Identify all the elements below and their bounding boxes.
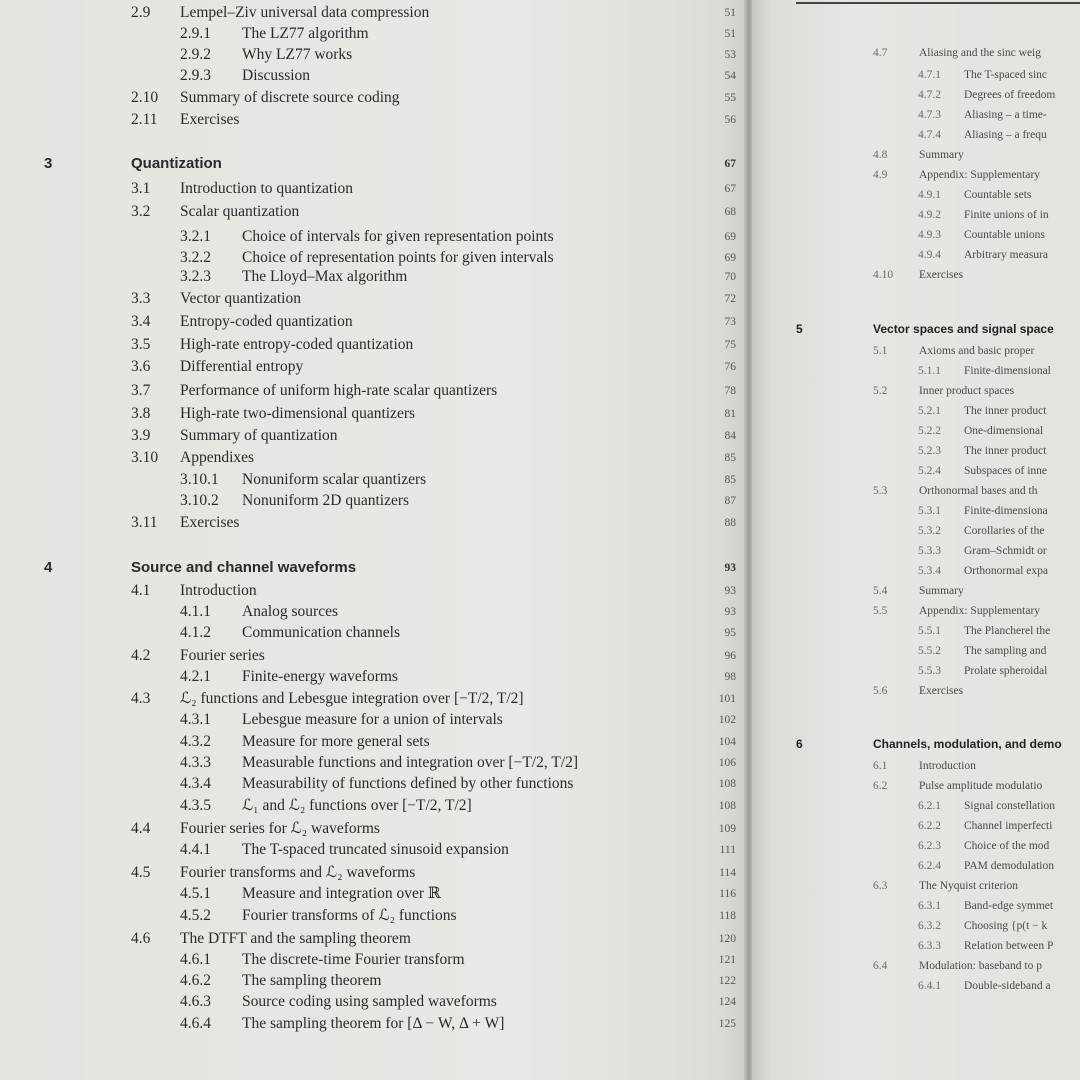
section-title: Finite-dimensiona — [964, 505, 1048, 517]
page-number: 84 — [724, 430, 736, 442]
section-title: ℒ₂ functions and Lebesgue integration over [−T/2, T/2] — [180, 690, 524, 707]
section-number: 4.3 — [131, 690, 151, 707]
section-title: Entropy-coded quantization — [180, 313, 353, 330]
section-number: 5.3 — [873, 485, 888, 497]
section-number: 4.3.3 — [180, 754, 211, 771]
section-title: The Lloyd–Max algorithm — [242, 268, 408, 285]
section-title: Introduction — [919, 760, 976, 772]
page-number: 114 — [719, 867, 736, 879]
page-number: 93 — [724, 562, 736, 574]
section-number: 2.10 — [131, 89, 159, 106]
section-title: Fourier series — [180, 647, 265, 664]
section-number: 3.10 — [131, 449, 159, 466]
section-title: Nonuniform scalar quantizers — [242, 471, 427, 488]
chapter-title: Vector spaces and signal space — [873, 322, 1054, 336]
section-title: Analog sources — [242, 603, 338, 620]
page-number: 69 — [724, 231, 736, 243]
section-title: Fourier series for ℒ₂ waveforms — [180, 820, 380, 837]
section-number: 5.1.1 — [918, 365, 941, 377]
section-title: Countable unions — [964, 229, 1045, 241]
section-number: 3.9 — [131, 427, 151, 444]
section-title: The Plancherel the — [964, 625, 1051, 637]
chapter-title: Channels, modulation, and demo — [873, 737, 1062, 751]
page-number: 88 — [724, 517, 736, 529]
page-number: 109 — [718, 823, 736, 835]
section-number: 4.9.1 — [918, 189, 941, 201]
section-title: Double-sideband a — [964, 980, 1051, 992]
section-number: 4.3.5 — [180, 797, 211, 814]
section-number: 5.2.2 — [918, 425, 941, 437]
page-number: 93 — [724, 606, 736, 618]
section-title: Arbitrary measura — [964, 249, 1048, 261]
section-number: 6.3.1 — [918, 900, 941, 912]
page-number: 81 — [724, 408, 736, 420]
page-number: 101 — [718, 693, 736, 705]
section-number: 3.7 — [131, 382, 151, 399]
section-title: Summary of discrete source coding — [180, 89, 400, 106]
section-number: 4.6.2 — [180, 972, 211, 989]
section-number: 6.2.3 — [918, 840, 941, 852]
section-title: Measurability of functions defined by other functions — [242, 775, 574, 792]
section-title: Differential entropy — [180, 358, 304, 375]
page-number: 70 — [724, 271, 736, 283]
page-number: 121 — [718, 954, 736, 966]
section-title: Exercises — [180, 111, 240, 128]
page-number: 116 — [719, 888, 736, 900]
section-number: 3.10.2 — [180, 492, 219, 509]
section-title: Source coding using sampled waveforms — [242, 993, 497, 1010]
section-number: 4.6.1 — [180, 951, 211, 968]
section-number: 4.5 — [131, 864, 151, 881]
section-title: Measure for more general sets — [242, 733, 430, 750]
section-number: 4.8 — [873, 149, 888, 161]
section-number: 4.7.2 — [918, 89, 941, 101]
page-number: 93 — [724, 585, 736, 597]
section-number: 6.3.2 — [918, 920, 941, 932]
section-title: The sampling theorem for [Δ − W, Δ + W] — [242, 1015, 505, 1032]
section-number: 4.5.1 — [180, 885, 211, 902]
section-title: Lempel–Ziv universal data compression — [180, 4, 430, 21]
section-number: 3.4 — [131, 313, 151, 330]
section-title: Orthonormal expa — [964, 565, 1048, 577]
section-number: 4.4 — [131, 820, 151, 837]
section-title: Choice of representation points for given intervals — [242, 249, 554, 266]
section-number: 4.9 — [873, 169, 888, 181]
section-title: Choosing {p(t − k — [964, 920, 1048, 932]
page-number: 87 — [724, 495, 736, 507]
section-number: 4.6 — [131, 930, 151, 947]
page-number: 104 — [718, 736, 736, 748]
page-number: 111 — [719, 844, 736, 856]
section-title: Exercises — [919, 685, 964, 697]
section-number: 5.5.2 — [918, 645, 941, 657]
section-title: Signal constellation — [964, 800, 1056, 812]
section-title: Lebesgue measure for a union of intervals — [242, 711, 503, 728]
section-title: Gram–Schmidt or — [964, 545, 1047, 557]
section-number: 4.6.4 — [180, 1015, 211, 1032]
section-number: 6.2.4 — [918, 860, 941, 872]
section-title: Inner product spaces — [919, 385, 1015, 397]
section-title: Vector quantization — [180, 290, 301, 307]
section-title: Countable sets — [964, 189, 1032, 201]
chapter-number: 6 — [796, 737, 803, 751]
section-number: 5.1 — [873, 345, 888, 357]
section-title: One-dimensional — [964, 425, 1044, 437]
section-number: 4.9.3 — [918, 229, 941, 241]
section-number: 2.9.2 — [180, 46, 211, 63]
section-number: 6.2 — [873, 780, 888, 792]
section-title: ℒ₁ and ℒ₂ functions over [−T/2, T/2] — [242, 797, 472, 814]
page-number: 69 — [724, 252, 736, 264]
section-number: 3.5 — [131, 336, 151, 353]
section-number: 4.10 — [873, 269, 894, 281]
section-title: The sampling theorem — [242, 972, 382, 989]
section-number: 5.4 — [873, 585, 888, 597]
section-title: The Nyquist criterion — [919, 880, 1019, 892]
section-title: Fourier transforms and ℒ₂ waveforms — [180, 864, 416, 881]
section-number: 4.9.2 — [918, 209, 941, 221]
section-title: Channel imperfecti — [964, 820, 1053, 832]
page-number: 78 — [724, 385, 736, 397]
section-title: Relation between P — [964, 940, 1054, 952]
section-number: 4.7 — [873, 47, 888, 59]
section-title: High-rate two-dimensional quantizers — [180, 405, 416, 422]
section-title: Measure and integration over ℝ — [242, 885, 441, 902]
section-number: 4.7.1 — [918, 69, 941, 81]
page-number: 55 — [724, 92, 736, 104]
section-number: 3.2.1 — [180, 228, 211, 245]
page-number: 51 — [724, 7, 736, 19]
right-page — [752, 0, 1080, 1080]
section-number: 6.3.3 — [918, 940, 941, 952]
section-title: Choice of intervals for given representation points — [242, 228, 554, 245]
section-number: 5.3.2 — [918, 525, 941, 537]
section-number: 5.6 — [873, 685, 888, 697]
page-number: 56 — [724, 114, 736, 126]
section-number: 5.3.1 — [918, 505, 941, 517]
chapter-title: Quantization — [131, 155, 222, 172]
section-number: 6.1 — [873, 760, 888, 772]
section-title: Performance of uniform high-rate scalar quantizers — [180, 382, 498, 399]
page-number: 67 — [724, 183, 736, 195]
section-title: Orthonormal bases and th — [919, 485, 1038, 497]
section-title: Prolate spheroidal — [964, 665, 1048, 677]
section-number: 4.3.1 — [180, 711, 211, 728]
section-title: Fourier transforms of ℒ₂ functions — [242, 907, 457, 924]
section-title: Appendix: Supplementary — [919, 605, 1041, 617]
section-title: Why LZ77 works — [242, 46, 353, 63]
section-number: 2.9 — [131, 4, 151, 21]
section-number: 4.7.3 — [918, 109, 941, 121]
section-number: 5.3.3 — [918, 545, 941, 557]
section-number: 4.3.2 — [180, 733, 211, 750]
section-number: 5.2.3 — [918, 445, 941, 457]
page-number: 108 — [718, 778, 736, 790]
section-number: 3.3 — [131, 290, 151, 307]
section-number: 5.2.1 — [918, 405, 941, 417]
section-number: 5.3.4 — [918, 565, 941, 577]
section-title: High-rate entropy-coded quantization — [180, 336, 414, 353]
chapter-title: Source and channel waveforms — [131, 559, 357, 576]
section-number: 4.1.1 — [180, 603, 211, 620]
section-title: The inner product — [964, 405, 1047, 417]
section-number: 4.9.4 — [918, 249, 941, 261]
section-number: 2.9.3 — [180, 67, 211, 84]
section-title: The sampling and — [964, 645, 1047, 657]
section-title: Pulse amplitude modulatio — [919, 780, 1043, 792]
section-number: 5.5.3 — [918, 665, 941, 677]
section-number: 6.2.2 — [918, 820, 941, 832]
page-number: 108 — [718, 800, 736, 812]
section-title: Discussion — [242, 67, 311, 84]
section-number: 4.1 — [131, 582, 151, 599]
page-number: 102 — [718, 714, 736, 726]
section-title: Aliasing and the sinc weig — [919, 47, 1042, 59]
section-number: 3.1 — [131, 180, 151, 197]
section-title: The T-spaced sinc — [964, 69, 1048, 81]
section-number: 6.4 — [873, 960, 888, 972]
section-title: The discrete-time Fourier transform — [242, 951, 465, 968]
page-number: 76 — [724, 361, 736, 373]
page-number: 95 — [724, 627, 736, 639]
page-number: 85 — [724, 452, 736, 464]
section-title: Modulation: baseband to p — [919, 960, 1042, 972]
section-title: The inner product — [964, 445, 1047, 457]
section-title: Summary — [919, 585, 964, 597]
section-title: Communication channels — [242, 624, 400, 641]
section-number: 3.2 — [131, 203, 151, 220]
section-title: Exercises — [180, 514, 240, 531]
page-number: 73 — [724, 316, 736, 328]
chapter-number: 3 — [44, 155, 53, 172]
section-title: Corollaries of the — [964, 525, 1045, 537]
section-title: Appendixes — [180, 449, 255, 466]
section-number: 3.11 — [131, 514, 158, 531]
page-number: 54 — [724, 70, 736, 82]
section-number: 4.7.4 — [918, 129, 941, 141]
section-title: Nonuniform 2D quantizers — [242, 492, 410, 509]
section-number: 4.6.3 — [180, 993, 211, 1010]
page-number: 85 — [724, 474, 736, 486]
section-number: 3.6 — [131, 358, 151, 375]
page-number: 53 — [724, 49, 736, 61]
section-title: Summary — [919, 149, 964, 161]
page-number: 118 — [719, 910, 736, 922]
section-title: Subspaces of inne — [964, 465, 1048, 477]
section-title: Band-edge symmet — [964, 900, 1054, 912]
section-number: 6.2.1 — [918, 800, 941, 812]
section-title: The LZ77 algorithm — [242, 25, 369, 42]
section-title: Summary of quantization — [180, 427, 338, 444]
section-number: 3.2.2 — [180, 249, 211, 266]
page-number: 106 — [718, 757, 736, 769]
section-title: Exercises — [919, 269, 964, 281]
section-number: 2.11 — [131, 111, 158, 128]
section-title: Choice of the mod — [964, 840, 1050, 852]
section-number: 3.10.1 — [180, 471, 219, 488]
page-number: 125 — [718, 1018, 736, 1030]
section-title: Finite-dimensional — [964, 365, 1051, 377]
section-title: Measurable functions and integration over [−T/2, T/2] — [242, 754, 579, 771]
section-number: 3.8 — [131, 405, 151, 422]
section-number: 6.3 — [873, 880, 888, 892]
page-number: 72 — [724, 293, 736, 305]
section-title: Degrees of freedom — [964, 89, 1056, 101]
section-title: Aliasing – a time- — [964, 109, 1047, 121]
chapter-number: 4 — [44, 559, 53, 576]
section-number: 4.3.4 — [180, 775, 211, 792]
section-number: 5.2.4 — [918, 465, 941, 477]
top-rule — [796, 2, 1080, 4]
section-number: 5.5.1 — [918, 625, 941, 637]
section-number: 6.4.1 — [918, 980, 941, 992]
section-number: 4.2.1 — [180, 668, 211, 685]
section-title: Finite unions of in — [964, 209, 1049, 221]
page-number: 51 — [724, 28, 736, 40]
section-number: 4.4.1 — [180, 841, 211, 858]
section-title: The T-spaced truncated sinusoid expansion — [242, 841, 509, 858]
section-number: 4.2 — [131, 647, 151, 664]
chapter-number: 5 — [796, 322, 803, 336]
page-number: 122 — [718, 975, 736, 987]
section-title: The DTFT and the sampling theorem — [180, 930, 411, 947]
page-number: 75 — [724, 339, 736, 351]
section-title: Finite-energy waveforms — [242, 668, 398, 685]
section-number: 4.1.2 — [180, 624, 211, 641]
page-number: 68 — [724, 206, 736, 218]
page-number: 67 — [724, 158, 736, 170]
section-number: 5.5 — [873, 605, 888, 617]
section-title: Introduction to quantization — [180, 180, 354, 197]
page-number: 120 — [718, 933, 736, 945]
section-number: 4.5.2 — [180, 907, 211, 924]
page-number: 96 — [724, 650, 736, 662]
section-title: Axioms and basic proper — [919, 345, 1035, 357]
page-number: 124 — [718, 996, 736, 1008]
section-title: Scalar quantization — [180, 203, 300, 220]
section-number: 2.9.1 — [180, 25, 211, 42]
section-title: Introduction — [180, 582, 257, 599]
page-number: 98 — [724, 671, 736, 683]
section-title: Appendix: Supplementary — [919, 169, 1041, 181]
section-number: 3.2.3 — [180, 268, 211, 285]
section-number: 5.2 — [873, 385, 888, 397]
section-title: Aliasing – a frequ — [964, 129, 1047, 141]
section-title: PAM demodulation — [964, 860, 1054, 872]
